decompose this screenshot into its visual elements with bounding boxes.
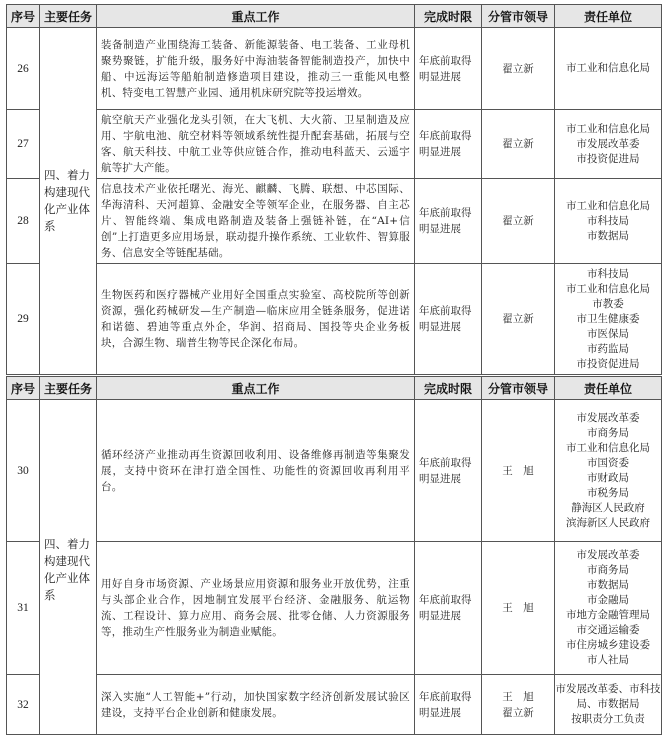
unit-item: 市卫生健康委: [576, 312, 640, 325]
key-work: 装备制造产业围绕海工装备、新能源装备、电工装备、工业母机聚势聚链，扩能升级，服务好中海油装备智能制造投产，加快中船、中远海运等船舶制造修造项目建设，推动三一重能风电整机、特变电工智慧产业园、通用机床研究院等投运增效。: [97, 28, 415, 110]
responsible-units: [555, 675, 662, 735]
deadline: 年底前取得明显进展: [415, 110, 482, 179]
unit-item: 市交通运输委: [576, 624, 640, 636]
unit-item: 市发展改革委: [576, 411, 640, 424]
responsible-units: [555, 400, 662, 542]
leader: 王 旭 翟立新: [482, 675, 555, 735]
unit-item: 市税务局: [587, 486, 629, 499]
header-task: 主要任务: [40, 377, 97, 400]
leader: 翟立新: [482, 28, 555, 110]
unit-item: 市国资委: [587, 456, 629, 469]
unit-item: 市商务局: [587, 426, 629, 439]
header-units: 责任单位: [555, 377, 662, 400]
unit-item: 市工业和信息化局: [566, 62, 650, 74]
unit-item: 市工业和信息化局: [566, 122, 650, 135]
responsible-units: [555, 542, 662, 675]
unit-item: 市发展改革委: [576, 137, 640, 150]
header-no: 序号: [7, 5, 40, 28]
unit-item: 市数据局: [587, 579, 629, 591]
table-row: [7, 264, 662, 375]
unit-item: 市商务局: [587, 564, 629, 576]
unit-item: 市医保局: [587, 327, 629, 340]
header-leader: 分管市领导: [482, 5, 555, 28]
row-number: 32: [7, 675, 40, 735]
header-work: 重点工作: [97, 377, 415, 400]
header-leader: 分管市领导: [482, 377, 555, 400]
header-work: 重点工作: [97, 5, 415, 28]
unit-item: 市教委: [592, 297, 624, 310]
deadline: 年底前取得明显进展: [415, 28, 482, 110]
row-number: 27: [7, 110, 40, 179]
header-no: 序号: [7, 377, 40, 400]
header-task: 主要任务: [40, 5, 97, 28]
table-row: [7, 675, 662, 735]
unit-item: 市地方金融管理局: [566, 609, 650, 621]
task-table-1: [6, 4, 662, 375]
key-work: 生物医药和医疗器械产业用好全国重点实验室、高校院所等创新资源，强化药械研发—生产制造—临床应用全链条服务，促进诺和诺德、碧迪等重点外企，华润、招商局、国投等央企业务板块，合源生物、瑞普生物等民企深化布局。: [97, 264, 415, 375]
leader: 翟立新: [482, 179, 555, 264]
unit-item: 按职责分工负责: [571, 713, 645, 725]
row-number: 30: [7, 400, 40, 542]
unit-item: 市财政局: [587, 471, 629, 484]
deadline: 年底前取得明显进展: [415, 179, 482, 264]
row-number: 29: [7, 264, 40, 375]
deadline: 年底前取得明显进展: [415, 400, 482, 542]
unit-item: 市工业和信息化局: [566, 282, 650, 295]
unit-item: 市工业和信息化局: [566, 441, 650, 454]
unit-item: 市发展改革委、市科技局、市数据局: [555, 683, 661, 710]
unit-item: 市数据局: [587, 229, 629, 242]
table-header-row: [7, 5, 662, 28]
unit-item: 静海区人民政府: [571, 501, 645, 514]
leader: 王 旭: [482, 542, 555, 675]
row-number: 26: [7, 28, 40, 110]
leader: 翟立新: [482, 264, 555, 375]
unit-item: 市住房城乡建设委: [566, 639, 650, 651]
header-deadline: 完成时限: [415, 377, 482, 400]
unit-item: 市科技局: [587, 267, 629, 280]
key-work: 信息技术产业依托曙光、海光、麒麟、飞腾、联想、中芯国际、华海清科、天河超算、金融安全等领军企业，在服务器、自主芯片、智能终端、集成电路制造及装备上强链补链，在“AI+信创”上打造更多应用场景，联动提升操作系统、工业软件、智算服务、信息安全等链配基础。: [97, 179, 415, 264]
deadline: 年底前取得明显进展: [415, 675, 482, 735]
table-row: [7, 110, 662, 179]
responsible-units: [555, 264, 662, 375]
responsible-units: [555, 179, 662, 264]
leader: 翟立新: [482, 110, 555, 179]
main-task: 四、着力构建现代化产业体系: [40, 400, 97, 735]
unit-item: 市投资促进局: [576, 152, 640, 165]
unit-item: 市科技局: [587, 214, 629, 227]
unit-item: 市投资促进局: [576, 357, 640, 370]
header-deadline: 完成时限: [415, 5, 482, 28]
unit-item: 市药监局: [587, 342, 629, 355]
unit-item: 市金融局: [587, 594, 629, 606]
key-work: 航空航天产业强化龙头引领，在大飞机、大火箭、卫星制造及应用、宇航电池、航空材料等领域系统性提升配套基础，拓展与空客、航天科技、中航工业等供应链合作，推动电科蓝天、云遥宇航等扩大产能。: [97, 110, 415, 179]
key-work: 深入实施“人工智能+”行动，加快国家数字经济创新发展试验区建设，支持平台企业创新和健康发展。: [97, 675, 415, 735]
table-row: [7, 28, 662, 110]
table-row: [7, 542, 662, 675]
unit-item: 市发展改革委: [576, 549, 640, 561]
leader: 王 旭: [482, 400, 555, 542]
unit-item: 滨海新区人民政府: [566, 516, 650, 529]
main-task: 四、着力构建现代化产业体系: [40, 28, 97, 375]
key-work: 循环经济产业推动再生资源回收利用、设备维修再制造等集聚发展，支持中资环在津打造全国性、功能性的资源回收再利用平台。: [97, 400, 415, 542]
task-table-2: [6, 376, 662, 735]
responsible-units: [555, 110, 662, 179]
row-number: 31: [7, 542, 40, 675]
unit-item: 市人社局: [587, 654, 629, 666]
key-work: 用好自身市场资源、产业场景应用资源和服务业开放优势，注重与头部企业合作，因地制宜发展平台经济、金融服务、航运物流、工程设计、算力应用、商务会展、批零仓储、人力资源服务等，推动生产性服务业为制造业赋能。: [97, 542, 415, 675]
table-header-row: [7, 377, 662, 400]
deadline: 年底前取得明显进展: [415, 264, 482, 375]
table-row: [7, 179, 662, 264]
table-row: [7, 400, 662, 542]
header-units: 责任单位: [555, 5, 662, 28]
responsible-units: [555, 28, 662, 110]
row-number: 28: [7, 179, 40, 264]
unit-item: 市工业和信息化局: [566, 199, 650, 212]
deadline: 年底前取得明显进展: [415, 542, 482, 675]
